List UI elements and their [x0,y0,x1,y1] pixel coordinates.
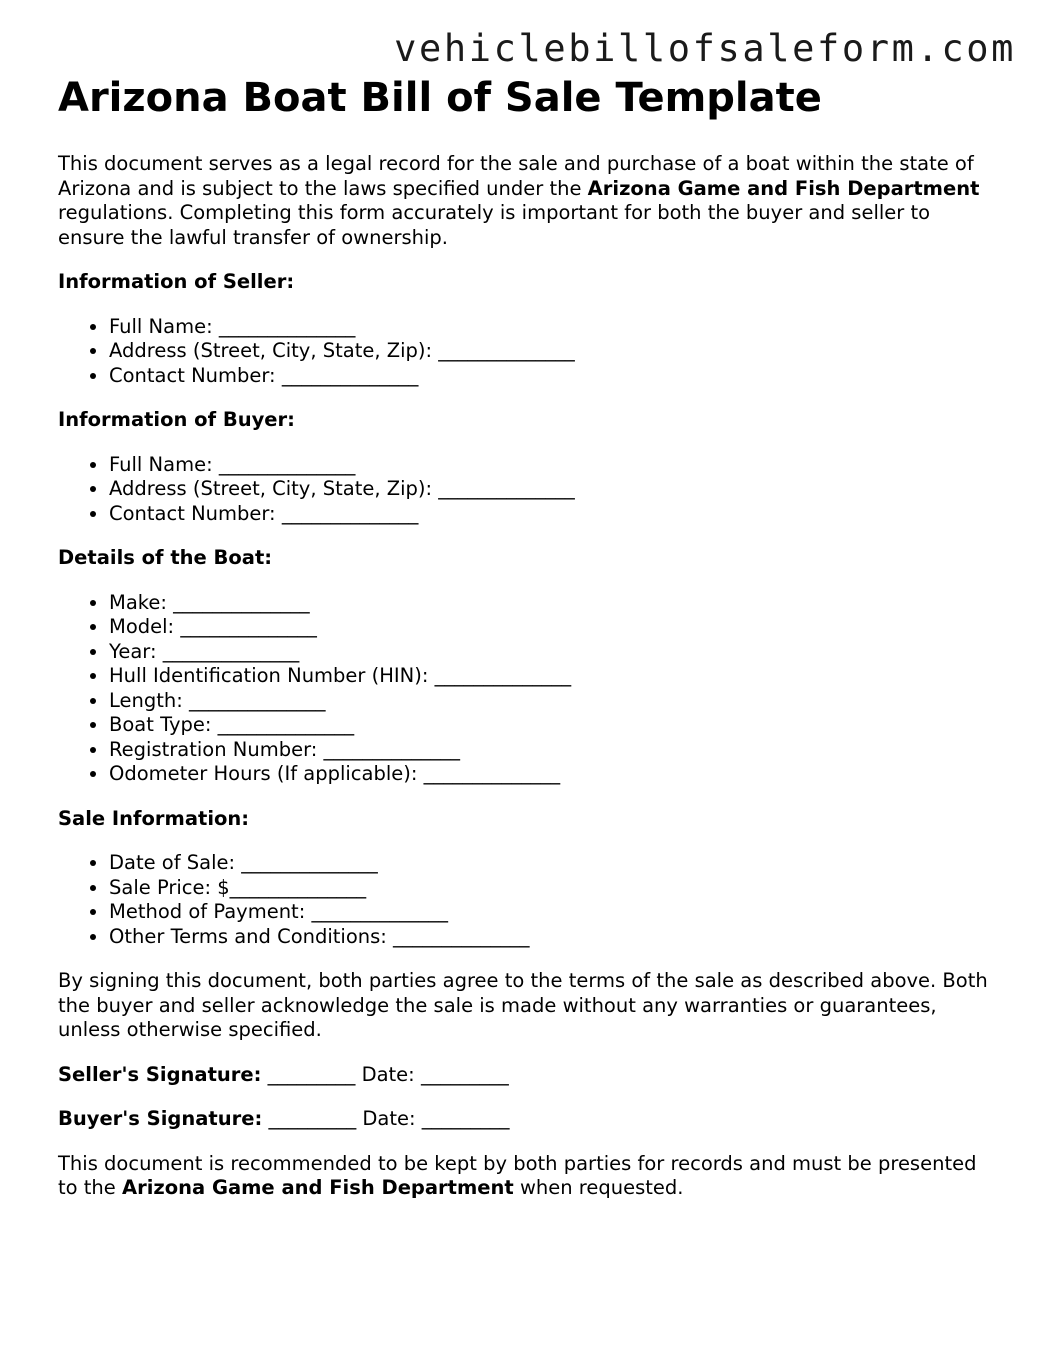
agreement-paragraph: By signing this document, both parties agree to the terms of the sale as described above. Both the buyer and seller acknowledge the sale is made without any warranties or guarantees, unless otherwise specified. [58,969,988,1041]
list-item: • Method of Payment: ______________ [109,900,998,925]
intro-text-2: regulations. Completing this form accurately is important for both the buyer and seller to ensure the lawful transfer of ownership. [58,201,931,249]
list-item: • Address (Street, City, State, Zip): ______________ [109,477,998,502]
site-watermark: vehiclebillofsaleform.com [394,27,1016,70]
buyer-signature-blanks: _________ Date: _________ [262,1107,510,1130]
list-item: • Contact Number: ______________ [109,502,998,527]
document-body [58,74,998,1201]
buyer-section-heading: Information of Buyer: [58,408,295,431]
sale-section-heading: Sale Information: [58,806,250,830]
page-title: Arizona Boat Bill of Sale Template [58,75,822,121]
list-item: • Length: ______________ [109,689,998,714]
seller-signature-label: Seller's Signature: [58,1062,262,1086]
list-item: • Model: ______________ [109,615,998,640]
list-item: • Address (Street, City, State, Zip): ______________ [109,339,998,364]
list-item: • Hull Identification Number (HIN): ______________ [109,664,998,689]
final-text-2: when requested. [513,1176,684,1199]
buyer-info-list [58,453,998,527]
sale-info-list [58,851,998,949]
list-item: • Full Name: ______________ [109,315,998,340]
boat-section-heading: Details of the Boat: [58,546,273,569]
intro-paragraph [58,152,998,250]
final-text-1: This document is recommended to be kept by both parties for records and must be presented to the [58,1151,977,1199]
boat-details-list [58,591,998,787]
list-item: • Registration Number: ______________ [109,738,998,763]
final-bold-agency: Arizona Game and Fish Department [121,1176,514,1199]
list-item: • Boat Type: ______________ [109,713,998,738]
list-item: • Contact Number: ______________ [109,364,998,389]
buyer-signature-label: Buyer's Signature: [58,1107,263,1130]
list-item: • Date of Sale: ______________ [109,851,998,876]
list-item: • Full Name: ______________ [109,453,998,478]
list-item: • Year: ______________ [109,640,998,665]
list-item: • Sale Price: $______________ [109,876,998,901]
intro-text-1: This document serves as a legal record for the sale and purchase of a boat within the state of Arizona and is subject to the laws specified under the [58,152,974,200]
seller-info-list [58,315,998,389]
intro-bold-agency: Arizona Game and Fish Department [587,176,980,200]
seller-section-heading: Information of Seller: [58,270,295,293]
buyer-signature-line [58,1107,998,1132]
seller-signature-blanks: _________ Date: _________ [261,1062,509,1086]
list-item: • Make: ______________ [109,591,998,616]
list-item: • Odometer Hours (If applicable): ______________ [109,762,998,787]
list-item: • Other Terms and Conditions: ______________ [109,925,998,950]
seller-signature-line [58,1063,998,1088]
final-paragraph [58,1152,998,1201]
